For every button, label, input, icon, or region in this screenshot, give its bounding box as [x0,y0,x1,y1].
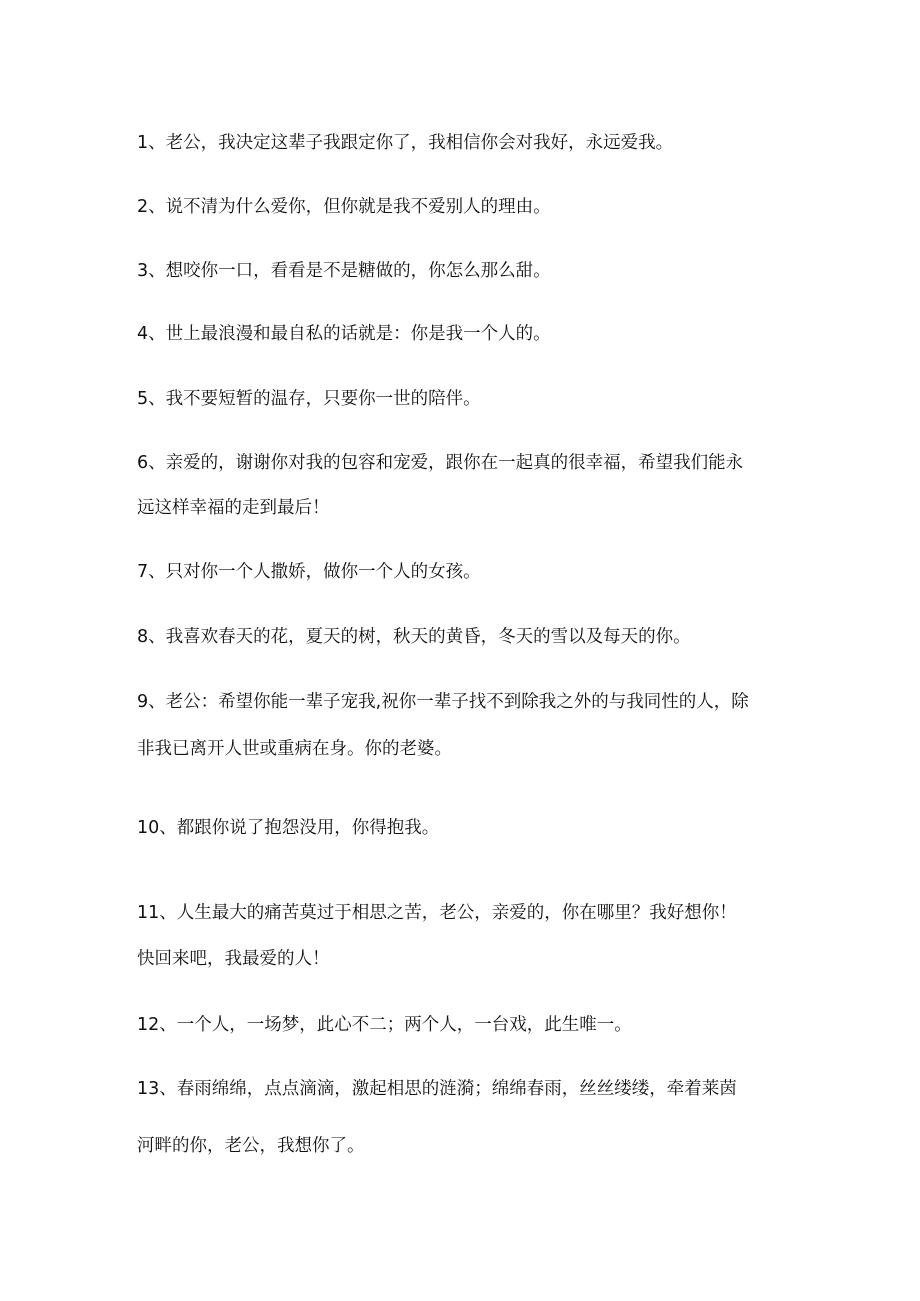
item-text: 春雨绵绵，点点滴滴，激起相思的涟漪；绵绵春雨，丝丝缕缕，牵着莱茵 [176,1079,737,1099]
item-13-continuation [137,1135,365,1157]
item-1 [137,132,673,154]
item-text: 想咬你一口，看看是不是糖做的，你怎么那么甜。 [165,261,551,281]
item-text: 河畔的你，老公，我想你了。 [137,1136,365,1156]
item-text: 世上最浪漫和最自私的话就是：你是我一个人的。 [165,324,551,344]
item-text: 一个人，一场梦，此心不二；两个人，一台戏，此生唯一。 [176,1015,632,1035]
item-number: 11、 [137,903,177,923]
item-5 [137,388,481,410]
item-3 [137,260,551,282]
item-8 [137,626,691,648]
item-text: 老公，我决定这辈子我跟定你了，我相信你会对我好，永远爱我。 [165,133,674,153]
item-12 [137,1014,632,1036]
item-text: 亲爱的，谢谢你对我的包容和宠爱，跟你在一起真的很幸福，希望我们能永 [165,453,744,473]
item-number: 2、 [137,197,166,217]
item-text: 说不清为什么爱你，但你就是我不爱别人的理由。 [165,197,551,217]
item-11-continuation [137,948,330,970]
item-text: 都跟你说了抱怨没用，你得抱我。 [176,818,440,838]
item-text: 非我已离开人世或重病在身。你的老婆。 [137,739,452,759]
item-7 [137,561,481,583]
item-text: 人生最大的痛苦莫过于相思之苦，老公，亲爱的，你在哪里？我好想你！ [176,903,737,923]
item-number: 8、 [137,627,166,647]
item-10 [137,817,439,839]
item-text: 老公：希望你能一辈子宠我,祝你一辈子找不到除我之外的与我同性的人，除 [165,692,749,712]
item-text: 我不要短暂的温存，只要你一世的陪伴。 [165,389,481,409]
item-9 [137,691,749,713]
item-9-continuation [137,738,452,760]
item-text: 远这样幸福的走到最后！ [137,498,330,518]
item-number: 7、 [137,562,166,582]
item-6-continuation [137,497,330,519]
item-number: 5、 [137,389,166,409]
item-text: 我喜欢春天的花，夏天的树，秋天的黄昏，冬天的雪以及每天的你。 [165,627,691,647]
item-number: 6、 [137,453,166,473]
item-number: 12、 [137,1015,177,1035]
item-4 [137,323,551,345]
item-13 [137,1078,737,1100]
item-number: 13、 [137,1079,177,1099]
item-text: 快回来吧，我最爱的人！ [137,949,330,969]
item-6 [137,452,743,474]
item-number: 9、 [137,692,166,712]
item-text: 只对你一个人撒娇，做你一个人的女孩。 [165,562,481,582]
item-number: 3、 [137,261,166,281]
item-11 [137,902,737,924]
item-number: 4、 [137,324,166,344]
item-number: 1、 [137,133,166,153]
item-number: 10、 [137,818,177,838]
item-2 [137,196,551,218]
